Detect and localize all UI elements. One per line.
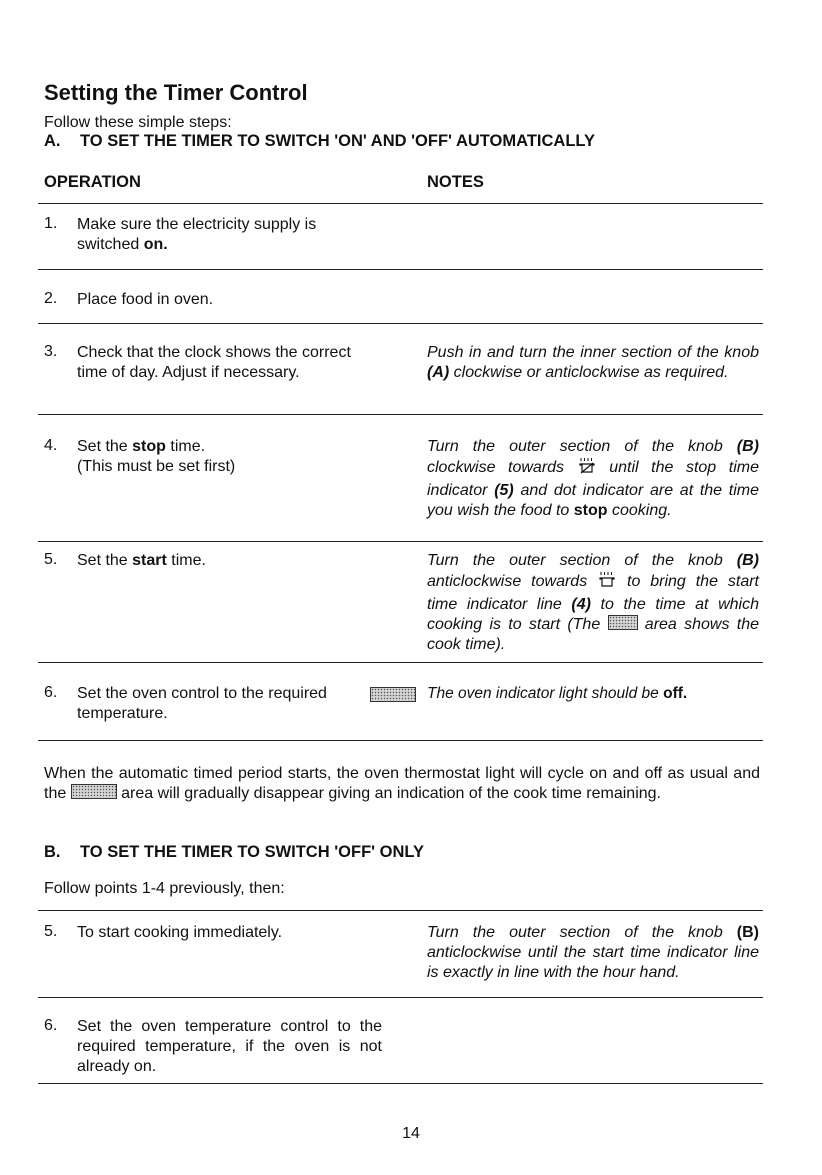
shaded-area-icon [71, 784, 117, 799]
notes-column-header: NOTES [427, 173, 484, 191]
b-step-5-number: 5. [44, 923, 58, 940]
step-2-operation: Place food in oven. [77, 291, 214, 308]
step-4-number: 4. [44, 437, 58, 454]
step-1-operation: Make sure the electricity supply is switched on. [77, 216, 317, 253]
row-rule [38, 541, 763, 542]
section-a-letter: A. [44, 132, 61, 150]
step-3-operation: Check that the clock shows the correct time of day. Adjust if necessary. [77, 344, 351, 381]
page-number: 14 [402, 1125, 420, 1142]
step-3-note: Push in and turn the inner section of the knob (A) clockwise or anticlockwise as required. [427, 344, 759, 381]
row-rule [38, 323, 763, 324]
row-rule [38, 662, 763, 663]
header-rule [38, 203, 763, 204]
step-1-number: 1. [44, 215, 58, 232]
row-rule [38, 740, 763, 741]
step-2-number: 2. [44, 290, 58, 307]
row-rule [38, 1083, 763, 1084]
stop-clock-icon [577, 457, 597, 481]
b-step-6-operation: Set the oven temperature control to the required temperature, if the oven is not already on. [77, 1018, 382, 1075]
step-5-number: 5. [44, 551, 58, 568]
follow-points-text: Follow points 1-4 previously, then: [44, 880, 285, 897]
step-3-number: 3. [44, 343, 58, 360]
page-title: Setting the Timer Control [44, 80, 308, 105]
row-rule [38, 997, 763, 998]
start-clock-icon [597, 571, 617, 595]
step-5-note: Turn the outer section of the knob (B) anticlockwise towards to bring the start time indicator line (4) to the time at which cooking is to start (The area shows the cook time). [427, 552, 759, 653]
b-step-5-note: Turn the outer section of the knob (B) anticlockwise until the start time indicator line is exactly in line with the hour hand. [427, 924, 759, 981]
step-4-operation: Set the stop time. (This must be set first) [77, 438, 236, 475]
step-6-operation: Set the oven control to the required temperature. [77, 685, 327, 722]
shaded-area-icon [370, 687, 416, 702]
shaded-area-icon [608, 615, 638, 630]
step-6-note: The oven indicator light should be off. [427, 685, 688, 702]
step-5-operation: Set the start time. [77, 552, 206, 569]
step-6-number: 6. [44, 684, 58, 701]
section-b-letter: B. [44, 843, 61, 861]
b-step-5-operation: To start cooking immediately. [77, 924, 283, 941]
section-b-title: TO SET THE TIMER TO SWITCH 'OFF' ONLY [80, 843, 424, 861]
b-step-6-number: 6. [44, 1017, 58, 1034]
automatic-period-paragraph: When the automatic timed period starts, the oven thermostat light will cycle on and off as usual and the area will gradually disappear giving an indication of the cook time remaining. [44, 765, 760, 802]
section-a-title: TO SET THE TIMER TO SWITCH 'ON' AND 'OFF' AUTOMATICALLY [80, 132, 595, 150]
operation-column-header: OPERATION [44, 173, 141, 191]
row-rule [38, 414, 763, 415]
section-b-heading [44, 843, 424, 862]
row-rule [38, 269, 763, 270]
step-4-note: Turn the outer section of the knob (B) clockwise towards until the stop time indicator (5) and dot indicator are at the time you wish the food to stop cooking. [427, 438, 760, 519]
section-b-rule [38, 910, 763, 911]
section-a-heading [44, 132, 595, 151]
intro-text: Follow these simple steps: [44, 114, 232, 131]
